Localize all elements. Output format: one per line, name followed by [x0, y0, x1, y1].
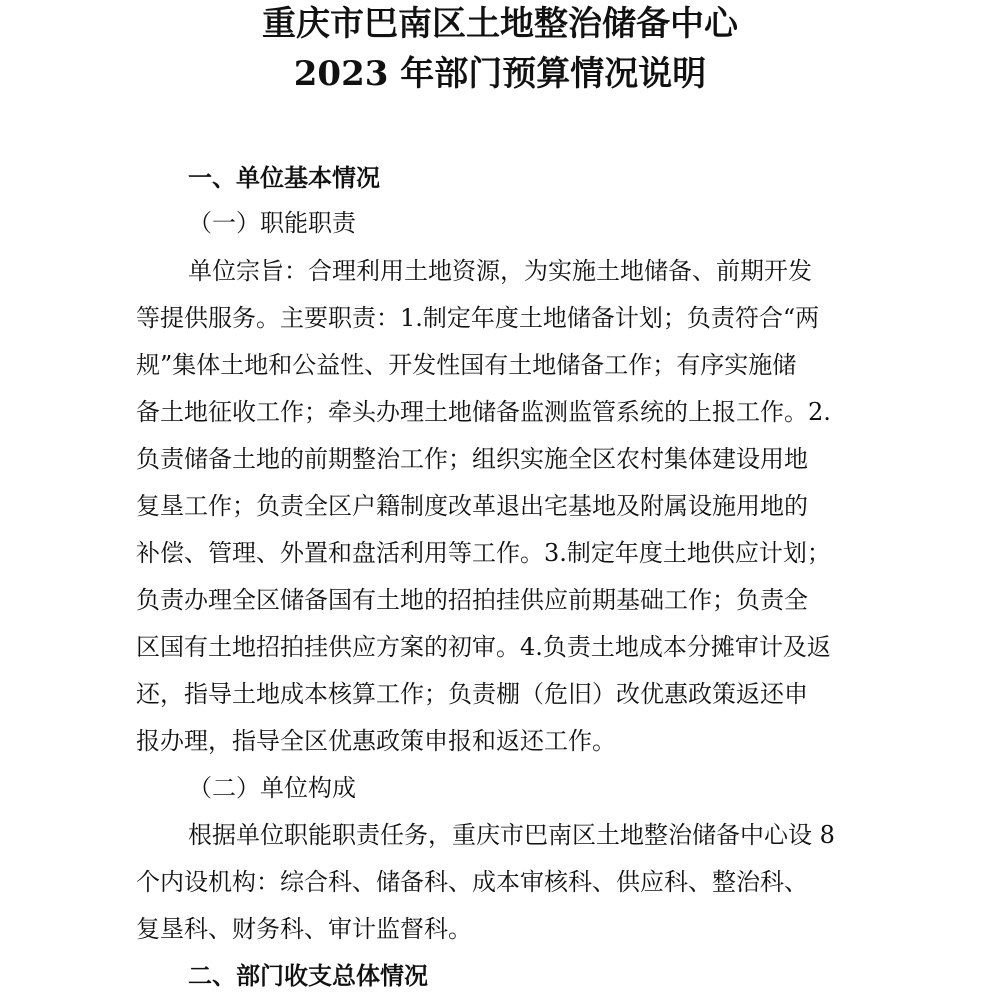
- paragraph-line: 负责储备土地的前期整治工作；组织实施全区农村集体建设用地: [136, 445, 808, 473]
- paragraph-line: 根据单位职能职责任务，重庆市巴南区土地整治储备中心设 8: [188, 821, 835, 849]
- subsection-heading-structure: （二）单位构成: [188, 774, 356, 802]
- subsection-heading-duties: （一）职能职责: [188, 209, 356, 237]
- paragraph-line: 等提供服务。主要职责：1.制定年度土地储备计划；负责符合“两: [136, 304, 820, 332]
- paragraph-line: 复垦工作；负责全区户籍制度改革退出宅基地及附属设施用地的: [136, 492, 808, 520]
- paragraph-line: 个内设机构：综合科、储备科、成本审核科、供应科、整治科、: [136, 868, 808, 896]
- paragraph-line: 还，指导土地成本核算工作；负责棚（危旧）改优惠政策返还申: [136, 680, 808, 708]
- paragraph-line: 规”集体土地和公益性、开发性国有土地储备工作；有序实施储: [136, 351, 797, 379]
- paragraph-line: 备土地征收工作；牵头办理土地储备监测监管系统的上报工作。2.: [136, 398, 831, 426]
- paragraph-line: 区国有土地招拍挂供应方案的初审。4.负责土地成本分摊审计及返: [136, 633, 831, 661]
- paragraph-line: 复垦科、财务科、审计监督科。: [136, 915, 472, 943]
- paragraph-line: 负责办理全区储备国有土地的招拍挂供应前期基础工作；负责全: [136, 586, 808, 614]
- document-title: 重庆市巴南区土地整治储备中心: [262, 4, 738, 44]
- paragraph-line: 单位宗旨：合理利用土地资源，为实施土地储备、前期开发: [188, 257, 812, 285]
- section-heading-revenue-expenditure: 二、部门收支总体情况: [188, 962, 428, 990]
- paragraph-line: 补偿、管理、外置和盘活利用等工作。3.制定年度土地供应计划；: [136, 539, 831, 567]
- section-heading-basic-info: 一、单位基本情况: [188, 164, 380, 192]
- document-subtitle: 2023 年部门预算情况说明: [293, 54, 707, 94]
- paragraph-line: 报办理，指导全区优惠政策申报和返还工作。: [136, 727, 616, 755]
